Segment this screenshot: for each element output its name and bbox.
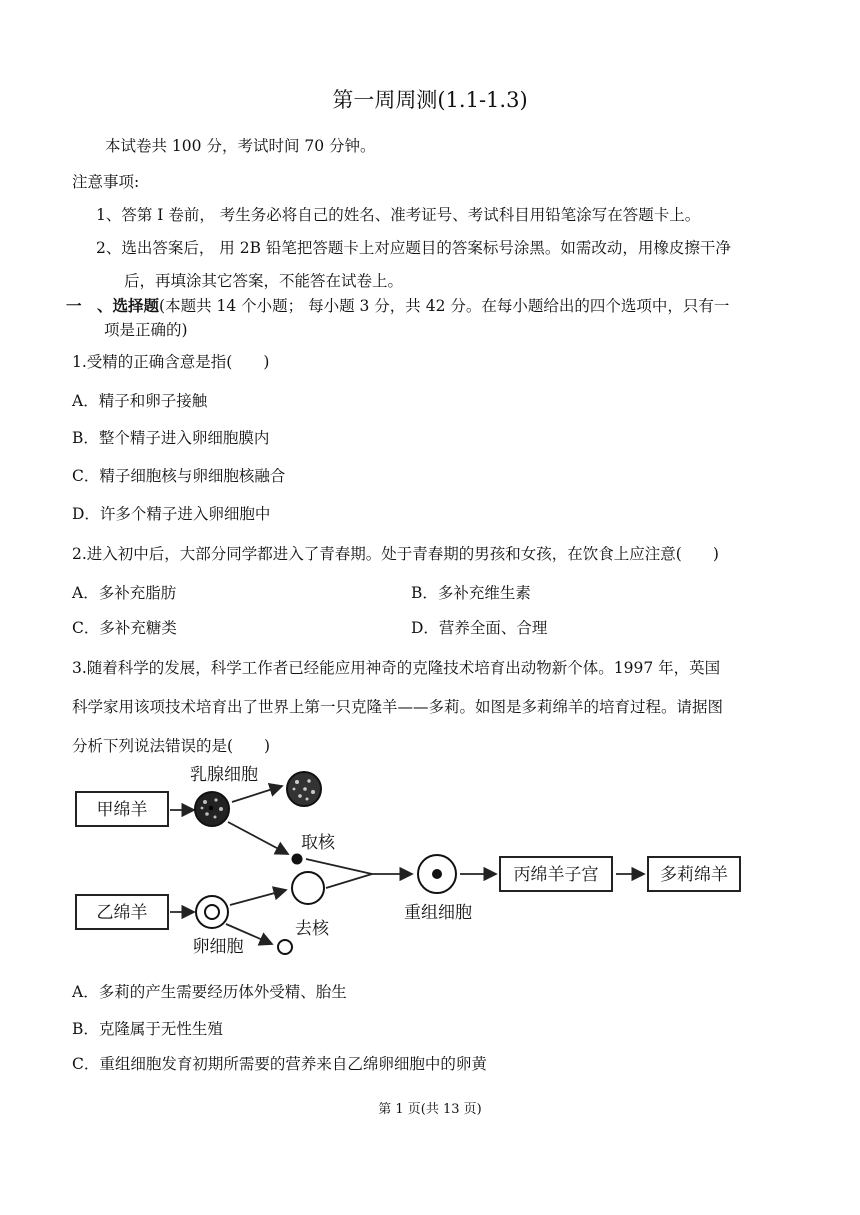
page-footer: 第 1 页(共 13 页)	[378, 1102, 482, 1117]
arrow-to-nucleus	[228, 822, 288, 854]
question-2-stem: 2.进入初中后，大部分同学都进入了青春期。处于青春期的男孩和女孩，在饮食上应注意( )	[72, 545, 719, 563]
question-1-option-d: D．许多个精子进入卵细胞中	[72, 505, 271, 523]
question-3-option-b: B．克隆属于无性生殖	[72, 1020, 223, 1038]
question-3-stem-line-1: 3.随着科学的发展，科学工作者已经能应用神奇的克隆技术培育出动物新个体。1997 年，英国	[72, 659, 721, 677]
question-2-option-a: A．多补充脂肪	[72, 584, 177, 602]
arrow-to-remaining-cell	[232, 786, 282, 802]
question-3-stem-line-2: 科学家用该项技术培育出了世界上第一只克隆羊——多莉。如图是多莉绵羊的培育过程。请据图	[72, 698, 724, 716]
enucleated-egg-cell	[292, 872, 324, 904]
question-2-option-c: C．多补充糖类	[72, 619, 177, 637]
nucleus	[292, 854, 303, 865]
dolly-label: 多莉绵羊	[660, 865, 728, 885]
section-description-continued: 项是正确的)	[104, 321, 188, 339]
recombined-cell-label: 重组细胞	[404, 903, 472, 923]
mammary-cell-label: 乳腺细胞	[190, 765, 258, 785]
exam-intro: 本试卷共 100 分，考试时间 70 分钟。	[105, 137, 376, 155]
cloning-diagram	[60, 762, 760, 962]
egg-cell-nucleus	[205, 905, 219, 919]
question-1-option-b: B．整个精子进入卵细胞膜内	[72, 429, 270, 447]
question-3-option-c: C．重组细胞发育初期所需要的营养来自乙绵卵细胞中的卵黄	[72, 1055, 487, 1073]
question-3-option-a: A．多莉的产生需要经历体外受精、胎生	[72, 983, 347, 1001]
sheep-b-label: 乙绵羊	[96, 903, 148, 923]
question-2-option-d: D．营养全面、合理	[411, 619, 548, 637]
question-3-stem-line-3: 分析下列说法错误的是( )	[72, 737, 271, 755]
section-name: 选择题	[112, 296, 160, 315]
note-2-continued: 后，再填涂其它答案，不能答在试卷上。	[124, 272, 404, 290]
question-1-option-c: C．精子细胞核与卵细胞核融合	[72, 467, 286, 485]
section-description: (本题共 14 个小题； 每小题 3 分，共 42 分。在每小题给出的四个选项中，只有一	[159, 297, 730, 315]
recombined-cell-nucleus	[432, 869, 442, 879]
note-2: 2、选出答案后， 用 2B 铅笔把答题卡上对应题目的答案标号涂黑。如需改动，用橡皮擦干净	[96, 239, 731, 257]
removed-nucleus	[278, 940, 292, 954]
section-number: 一 、	[66, 296, 113, 315]
section-heading	[66, 294, 729, 316]
question-1-option-a: A．精子和卵子接触	[72, 392, 208, 410]
note-1: 1、答第 I 卷前， 考生务必将自己的姓名、准考证号、考试科目用铅笔涂写在答题卡上。	[96, 206, 701, 224]
uterus-label: 丙绵羊子宫	[513, 865, 599, 885]
remove-nucleus-label: 去核	[295, 919, 329, 939]
sheep-a-label: 甲绵羊	[96, 800, 148, 820]
arrow-to-enucleated-egg	[230, 890, 286, 905]
take-nucleus-label: 取核	[301, 833, 335, 853]
merge-line-top	[306, 859, 372, 874]
question-1-stem: 1.受精的正确含意是指( )	[72, 353, 270, 371]
page-title: 第一周周测(1.1-1.3)	[332, 88, 528, 112]
merge-line-bottom	[326, 874, 372, 888]
notes-heading: 注意事项:	[72, 173, 140, 191]
question-2-option-b: B．多补充维生素	[411, 584, 531, 602]
egg-cell-label: 卵细胞	[192, 937, 244, 957]
